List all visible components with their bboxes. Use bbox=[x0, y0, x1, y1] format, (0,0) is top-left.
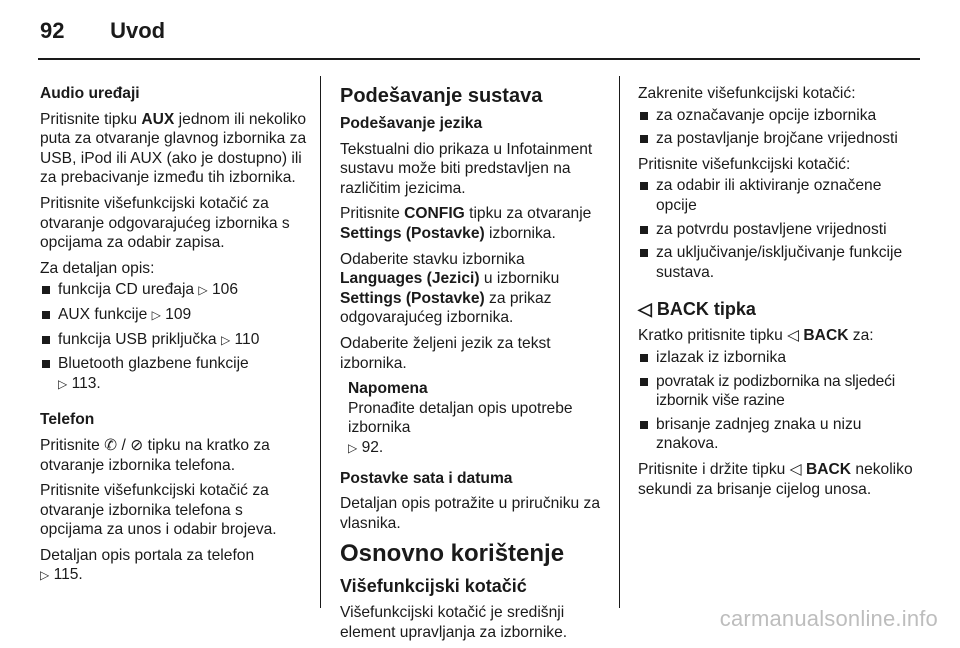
audio-paragraph-1: Pritisnite tipku AUX jednom ili nekoliko puta za otvaranje glavnog izbornika za USB, iPod ili AUX (ako je dostupno) ili za prebacivanje između tih izbornika. bbox=[40, 110, 307, 187]
ref-arrow-icon: ▷ bbox=[198, 283, 208, 298]
column-1 bbox=[40, 84, 308, 592]
ref-arrow-icon: ▷ bbox=[220, 332, 231, 347]
list-item: funkcija CD uređaja ▷ 106 bbox=[40, 280, 308, 301]
wheel-paragraph: Višefunkcijski kotačić je središnji element upravljanja za izbornike. bbox=[340, 604, 568, 641]
rotate-paragraph: Zakrenite višefunkcijski kotačić: bbox=[638, 85, 856, 102]
telefon-paragraph-1: Pritisnite ✆ / ⊘ tipku na kratko za otvaranje izbornika telefona. bbox=[40, 436, 270, 474]
column-divider-1 bbox=[320, 76, 321, 608]
column-2 bbox=[340, 84, 610, 648]
page-number: 92 bbox=[40, 18, 65, 43]
ref-arrow-icon: ▷ bbox=[58, 376, 68, 391]
note-text: Pronađite detaljan opis upotrebe izbornika ▷ 92. bbox=[348, 399, 610, 459]
list-item: Bluetooth glazbene funkcije ▷ 113. bbox=[40, 354, 308, 394]
language-paragraph-3: Odaberite stavku izbornika Languages (Jezici) u izborniku Settings (Postavke) za prikaz odgovarajućeg izbornika. bbox=[340, 250, 560, 327]
back-paragraph-1: Kratko pritisnite tipku ◁ BACK za: bbox=[638, 327, 874, 345]
audio-heading: Audio uređaji bbox=[40, 85, 140, 102]
list-item: za odabir ili aktiviranje označene opcije bbox=[638, 176, 920, 215]
back-paragraph-2: Pritisnite i držite tipku ◁ BACK nekoliko sekundi za brisanje cijelog unosa. bbox=[638, 460, 913, 498]
column-divider-2 bbox=[619, 76, 620, 608]
ref-arrow-icon: ▷ bbox=[40, 568, 50, 583]
note-box bbox=[348, 379, 610, 458]
audio-paragraph-2: Pritisnite višefunkcijski kotačić za otvaranje odgovarajućeg izbornika s opcijama za odabir zapisa. bbox=[40, 194, 290, 252]
note-title: Napomena bbox=[348, 380, 428, 398]
list-item: brisanje zadnjeg znaka u nizu znakova. bbox=[638, 415, 920, 454]
ref-arrow-icon: ▷ bbox=[348, 440, 358, 455]
back-heading: ◁ BACK tipka bbox=[638, 299, 756, 320]
time-paragraph: Detaljan opis potražite u priručniku za vlasnika. bbox=[340, 495, 601, 532]
column-3 bbox=[638, 84, 920, 505]
list-item: za postavljanje brojčane vrijednosti bbox=[638, 129, 920, 149]
list-item: povratak iz podizbornika na sljedeći izbornik više razine bbox=[638, 372, 920, 411]
wheel-heading: Višefunkcijski kotačić bbox=[340, 576, 527, 597]
back-list bbox=[638, 348, 920, 454]
page-title: Uvod bbox=[110, 18, 166, 43]
press-list bbox=[638, 176, 920, 282]
phone-mute-icon: ⊘ bbox=[130, 436, 144, 454]
list-item: za označavanje opcije izbornika bbox=[638, 106, 920, 126]
page-header bbox=[40, 18, 165, 44]
rotate-list bbox=[638, 106, 920, 149]
language-paragraph-2: Pritisnite CONFIG tipku za otvaranje Settings (Postavke) izbornika. bbox=[340, 205, 592, 242]
audio-ref-list bbox=[40, 280, 308, 394]
list-item: funkcija USB priključka ▷ 110 bbox=[40, 330, 308, 351]
ref-arrow-icon: ▷ bbox=[151, 307, 161, 322]
list-item: AUX funkcije ▷ 109 bbox=[40, 305, 308, 326]
time-heading: Postavke sata i datuma bbox=[340, 469, 513, 487]
telefon-paragraph-2: Pritisnite višefunkcijski kotačić za otvaranje izbornika telefona s opcijama za unos i odabir brojeva. bbox=[40, 482, 277, 539]
watermark: carmanualsonline.info bbox=[719, 606, 938, 631]
header-rule bbox=[38, 58, 920, 60]
press-paragraph: Pritisnite višefunkcijski kotačić: bbox=[638, 155, 851, 173]
audio-paragraph-3: Za detaljan opis: bbox=[40, 259, 155, 277]
section-heading-basic-use: Osnovno korištenje bbox=[340, 540, 565, 568]
section-heading-system: Podešavanje sustava bbox=[340, 85, 543, 107]
back-triangle-icon: ◁ bbox=[789, 460, 802, 478]
list-item: izlazak iz izbornika bbox=[638, 348, 920, 368]
language-paragraph-1: Tekstualni dio prikaza u Infotainment sustavu može biti predstavljen na različitim jezicima. bbox=[340, 140, 593, 197]
back-triangle-icon: ◁ bbox=[787, 327, 800, 345]
phone-icon: ✆ bbox=[104, 436, 118, 454]
telefon-heading: Telefon bbox=[40, 411, 95, 429]
telefon-paragraph-3: Detaljan opis portala za telefon ▷ 115. bbox=[40, 546, 308, 586]
language-heading: Podešavanje jezika bbox=[340, 115, 483, 132]
list-item: za uključivanje/isključivanje funkcije sustava. bbox=[638, 243, 920, 282]
back-triangle-icon: ◁ bbox=[638, 299, 652, 320]
list-item: za potvrdu postavljene vrijednosti bbox=[638, 220, 920, 240]
language-paragraph-4: Odaberite željeni jezik za tekst izbornika. bbox=[340, 334, 551, 372]
